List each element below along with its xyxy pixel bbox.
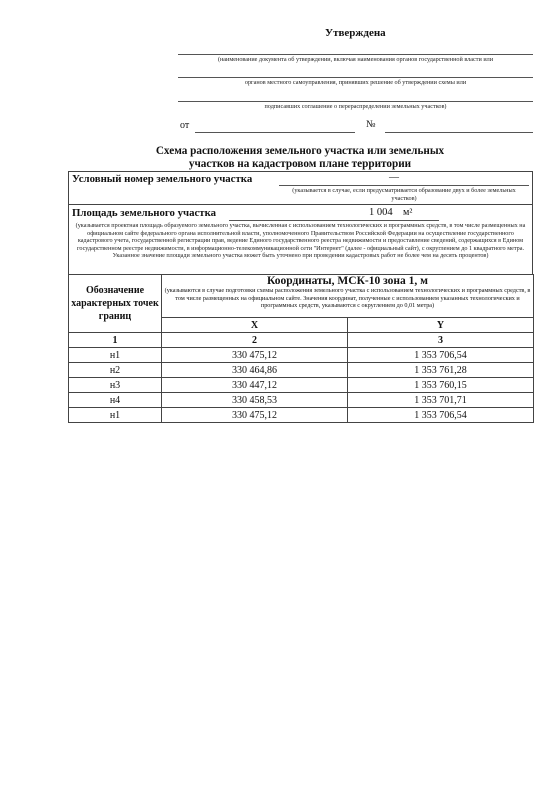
- conditional-number-value: —: [389, 172, 399, 183]
- number-label: №: [366, 119, 376, 130]
- conditional-number-line: [279, 185, 529, 186]
- y-value: 1 353 706,54: [348, 408, 534, 423]
- coordinates-table: [68, 274, 534, 423]
- point-label: н1: [69, 408, 162, 423]
- coords-header: Координаты, МСК-10 зона 1, м: [267, 275, 428, 287]
- approval-line-1: [178, 54, 533, 55]
- title-line-1: Схема расположения земельного участка или земельных: [155, 145, 445, 157]
- col-number-3: 3: [348, 333, 534, 348]
- coords-header-cell: [162, 275, 534, 318]
- point-label: н1: [69, 348, 162, 363]
- point-label: н3: [69, 378, 162, 393]
- area-line: [229, 220, 439, 221]
- table-header-row: [69, 275, 534, 318]
- col-x-header: X: [162, 318, 348, 333]
- table-row: [69, 378, 534, 393]
- y-value: 1 353 701,71: [348, 393, 534, 408]
- col-y-header: Y: [348, 318, 534, 333]
- x-value: 330 475,12: [162, 408, 348, 423]
- date-line: [195, 132, 355, 133]
- conditional-number-note: (указывается в случае, если предусматривается образование двух и более земельных участков): [292, 187, 516, 202]
- approval-line-3: [178, 101, 533, 102]
- area-unit: м²: [403, 207, 413, 218]
- table-row: [69, 393, 534, 408]
- point-label: н4: [69, 393, 162, 408]
- table-row: [69, 408, 534, 423]
- point-label: н2: [69, 363, 162, 378]
- table-row: [69, 363, 534, 378]
- y-value: 1 353 706,54: [348, 348, 534, 363]
- number-line: [385, 132, 533, 133]
- approval-line-2: [178, 77, 533, 78]
- y-value: 1 353 760,15: [348, 378, 534, 393]
- approval-note-3: подписавших соглашение о перераспределении земельных участков): [264, 103, 447, 110]
- from-label: от: [180, 120, 190, 131]
- table-row: [69, 348, 534, 363]
- coords-header-note: (указываются в случае подготовки схемы расположения земельного участка с использованием технологических и программных средств, в том числе размещенных на официальном сайте. Значения координат, полученные с использованием указанных технологических и программных средств, указываются с округлением до 0,01 метра): [164, 287, 531, 310]
- points-header: Обозначение характерных точек границ: [69, 275, 162, 333]
- x-value: 330 464,86: [162, 363, 348, 378]
- approval-note-1: (наименование документа об утверждении, включая наименования органов государственной власти или: [217, 56, 494, 63]
- area-note: (указывается проектная площадь образуемого земельного участка, вычисленная с использованием технологических и программных средств, в том числе размещенных на официальном сайте федерального органа исполнительной власти, уполномоченного Правительством Российской Федерации на осуществление государственного кадастрового учета, государственной регистрации прав, ведение Единого государственного реестра недвижимости и предоставление сведений, содержащихся в Едином государственном реестре недвижимости, в информационно-телекоммуникационной сети "Интернет" (далее - официальный сайт), с округлением до 1 квадратного метра. Указанное значение площади земельного участка может быть уточнено при проведении кадастровых работ не более чем на десять процентов): [75, 222, 526, 260]
- col-number-1: 1: [69, 333, 162, 348]
- area-value: 1 004: [369, 207, 393, 218]
- table-number-row: [69, 333, 534, 348]
- document-title: [120, 145, 480, 171]
- conditional-number-label: Условный номер земельного участка: [72, 173, 253, 185]
- y-value: 1 353 761,28: [348, 363, 534, 378]
- x-value: 330 447,12: [162, 378, 348, 393]
- x-value: 330 475,12: [162, 348, 348, 363]
- area-label: Площадь земельного участка: [72, 207, 217, 219]
- conditional-number-box: [68, 171, 533, 205]
- x-value: 330 458,53: [162, 393, 348, 408]
- area-box: [68, 204, 533, 275]
- approval-heading: Утверждена: [325, 27, 386, 39]
- col-number-2: 2: [162, 333, 348, 348]
- title-line-2: участков на кадастровом плане территории: [188, 158, 412, 170]
- approval-note-2: органов местного самоуправления, принявших решение об утверждении схемы или: [244, 79, 467, 86]
